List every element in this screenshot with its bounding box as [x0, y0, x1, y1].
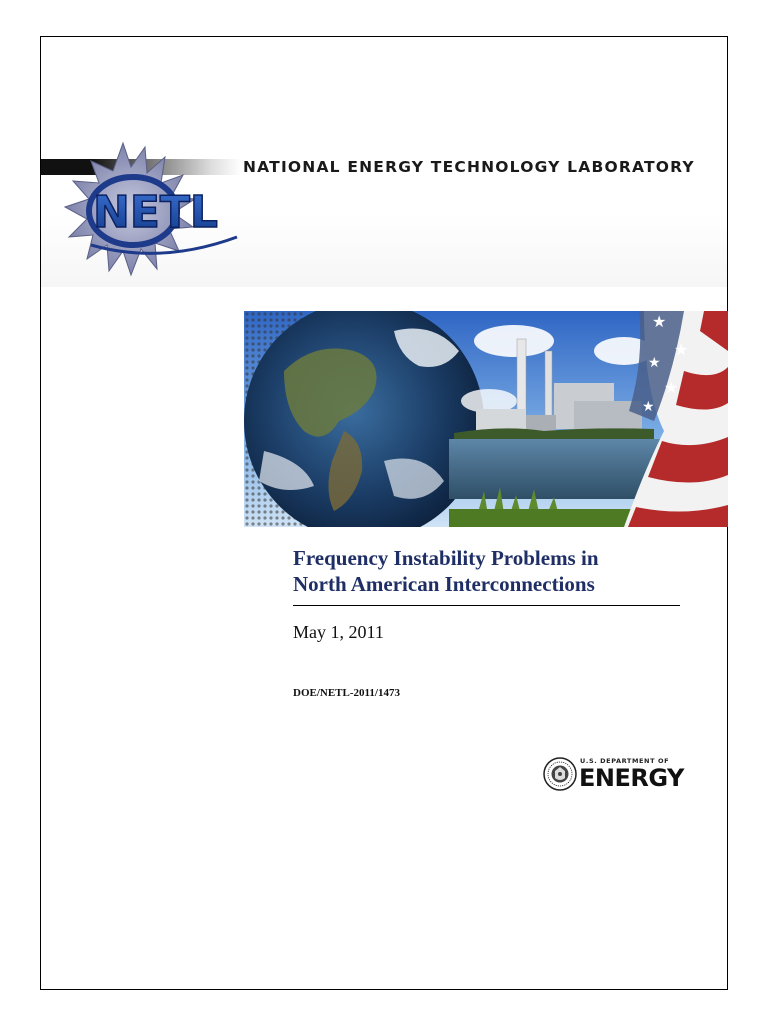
title-line-1: Frequency Instability Problems in	[293, 546, 599, 570]
document-title	[293, 545, 693, 597]
netl-logo-icon	[61, 141, 241, 281]
title-divider	[293, 605, 680, 606]
report-number: DOE/NETL-2011/1473	[293, 687, 400, 699]
doe-energy-label: ENERGY	[579, 764, 684, 792]
document-page	[40, 36, 728, 990]
svg-text:★: ★	[642, 399, 655, 415]
svg-text:NETL: NETL	[93, 187, 218, 238]
cover-image	[244, 311, 728, 527]
doe-department-label: U.S. DEPARTMENT OF	[580, 757, 670, 765]
doe-seal-icon	[543, 757, 577, 791]
svg-text:★: ★	[674, 340, 689, 359]
earth-globe-icon	[244, 311, 484, 527]
title-line-2: North American Interconnections	[293, 572, 595, 596]
svg-text:★: ★	[652, 312, 667, 331]
svg-text:★: ★	[648, 355, 661, 371]
header-band	[41, 37, 727, 287]
document-date: May 1, 2011	[293, 622, 384, 642]
lab-name: NATIONAL ENERGY TECHNOLOGY LABORATORY	[243, 158, 695, 176]
svg-text:★: ★	[664, 378, 679, 397]
